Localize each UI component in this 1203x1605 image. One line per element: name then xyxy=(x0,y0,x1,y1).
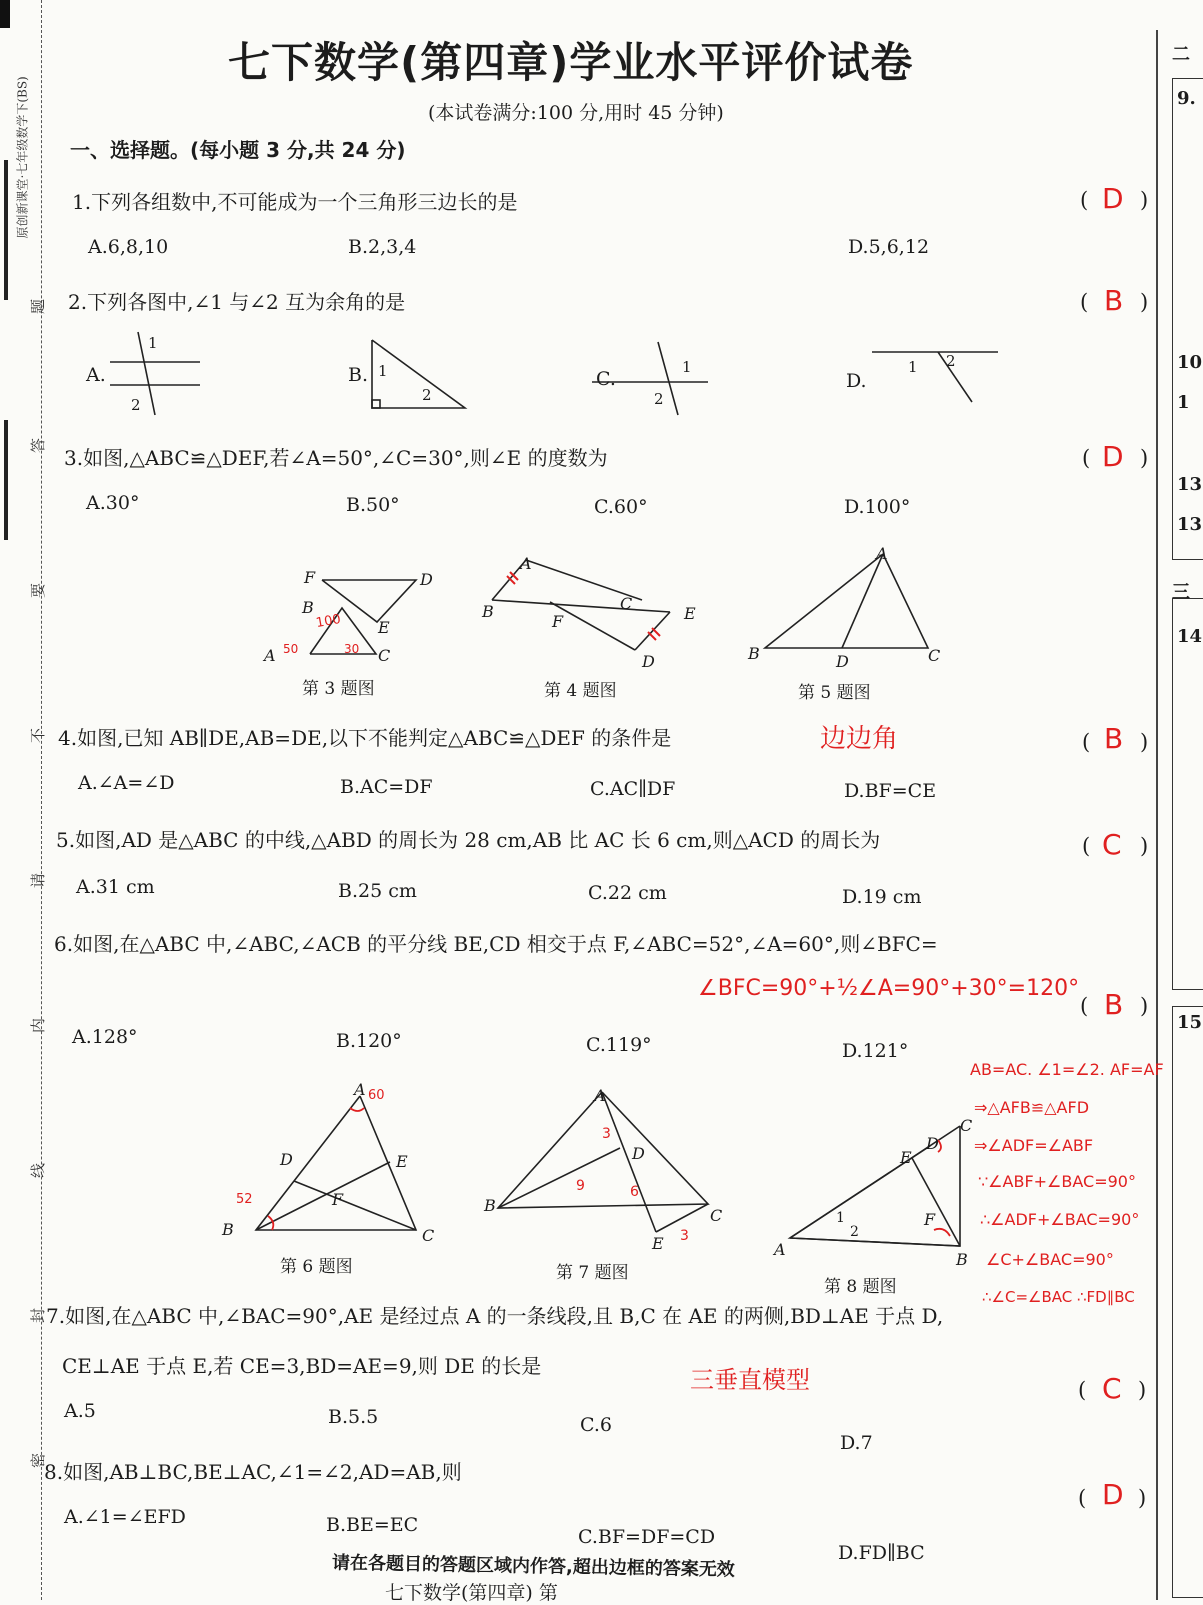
answer-paren: ( xyxy=(1082,834,1091,858)
fig-mark: 9 xyxy=(576,1178,585,1194)
fig-label: C xyxy=(960,1116,973,1135)
question-1-stem: 1.下列各组数中,不可能成为一个三角形三边长的是 xyxy=(72,190,518,214)
figure-caption: 第 3 题图 xyxy=(302,679,375,699)
handwritten-answer: D xyxy=(1102,1478,1124,1511)
fig-label: F xyxy=(304,568,316,587)
answer-paren: ( xyxy=(1080,188,1089,212)
fig-label: B xyxy=(302,598,314,617)
footer-page: 七下数学(第四章) 第 xyxy=(385,1582,558,1604)
question-3-stem: 3.如图,△ABC≌△DEF,若∠A=50°,∠C=30°,则∠E 的度数为 xyxy=(64,446,608,470)
option: D.121° xyxy=(842,1040,909,1062)
right-fragment: 二 xyxy=(1172,44,1190,65)
option: B.50° xyxy=(346,494,400,516)
fig-mark: 3 xyxy=(680,1228,689,1244)
q2-label: 1 xyxy=(682,358,692,376)
answer-paren: ) xyxy=(1140,730,1149,754)
option: A.∠A=∠D xyxy=(78,772,175,794)
q2-label: D. xyxy=(846,370,867,392)
option: D.7 xyxy=(840,1432,873,1454)
book-label: 原创新课堂·七年级数学下(BS) xyxy=(15,76,30,239)
margin-char: 答 xyxy=(29,437,48,454)
fig-mark: 6 xyxy=(630,1184,639,1200)
fig-label: A xyxy=(264,646,276,665)
answer-paren: ( xyxy=(1080,994,1089,1018)
option: B.BE=EC xyxy=(326,1514,419,1536)
fig-label: B xyxy=(484,1196,496,1215)
q2-label: A. xyxy=(86,364,106,386)
right-fragment: 15 xyxy=(1177,1012,1203,1033)
right-fragment: 1 xyxy=(1177,392,1190,413)
figure-caption: 第 8 题图 xyxy=(824,1277,897,1297)
handwritten-note: ⇒∠ADF=∠ABF xyxy=(974,1136,1094,1155)
handwritten-note: ∴∠C=∠BAC ∴FD∥BC xyxy=(982,1288,1135,1306)
option: A.6,8,10 xyxy=(88,236,169,258)
fig-label: C xyxy=(422,1226,435,1245)
option: C.119° xyxy=(586,1034,652,1056)
margin-rule xyxy=(4,160,8,300)
handwritten-answer: C xyxy=(1102,828,1122,861)
answer-box xyxy=(1172,1006,1203,1598)
margin-char: 线 xyxy=(29,1162,48,1179)
q2-label: 1 xyxy=(378,362,388,380)
question-7-stem-2: CE⊥AE 于点 E,若 CE=3,BD=AE=9,则 DE 的长是 xyxy=(62,1354,542,1378)
fig-label: E xyxy=(684,604,696,623)
figure-caption: 第 6 题图 xyxy=(280,1257,353,1277)
option: B.25 cm xyxy=(338,880,417,902)
option: A.30° xyxy=(86,492,140,514)
option: A.5 xyxy=(64,1400,96,1422)
margin-rule xyxy=(4,420,8,540)
cut-line xyxy=(41,0,42,1600)
section-heading: 一、选择题。(每小题 3 分,共 24 分) xyxy=(70,138,406,162)
fig-mark: 60 xyxy=(368,1088,385,1103)
option: D.FD∥BC xyxy=(838,1542,925,1564)
fig-label: B xyxy=(956,1250,968,1269)
handwritten-note: ∠BFC=90°+½∠A=90°+30°=120° xyxy=(698,976,1080,1001)
fig-label: C xyxy=(710,1206,723,1225)
margin-char: 密 xyxy=(29,1452,48,1469)
handwritten-answer: D xyxy=(1102,182,1124,215)
margin-char: 请 xyxy=(29,872,48,889)
answer-paren: ) xyxy=(1140,994,1149,1018)
answer-paren: ) xyxy=(1138,1486,1147,1510)
q2-label: 2 xyxy=(422,386,432,404)
margin-char: 题 xyxy=(29,298,48,315)
fig-label: B xyxy=(222,1220,234,1239)
fig-label: B xyxy=(748,644,760,663)
fig-label: E xyxy=(396,1152,408,1171)
fig-label: A xyxy=(876,544,888,563)
fig-mark: 3 xyxy=(602,1126,611,1142)
q2-label: 1 xyxy=(908,358,918,376)
fig-label: A xyxy=(594,1086,606,1105)
answer-paren: ( xyxy=(1080,290,1089,314)
option: C.22 cm xyxy=(588,882,667,904)
option: C.AC∥DF xyxy=(590,778,676,800)
fig-label: C xyxy=(620,594,633,613)
handwritten-note: ∠C+∠BAC=90° xyxy=(986,1250,1114,1269)
fig-label: D xyxy=(420,570,433,589)
fig-label: E xyxy=(900,1148,912,1167)
right-fragment: 13 xyxy=(1177,474,1203,495)
option: C.BF=DF=CD xyxy=(578,1526,716,1548)
option: D.BF=CE xyxy=(844,780,937,802)
fig-mark: 30 xyxy=(344,642,360,656)
margin-char: 要 xyxy=(29,582,48,599)
answer-paren: ( xyxy=(1078,1378,1087,1402)
fig-label: 1 xyxy=(836,1210,845,1226)
figures-3-4-5 xyxy=(260,550,960,670)
option: B.120° xyxy=(336,1030,402,1052)
margin-char: 不 xyxy=(29,727,48,744)
handwritten-answer: B xyxy=(1104,988,1124,1021)
right-fragment: 三 xyxy=(1172,582,1190,603)
question-7-stem: 7.如图,在△ABC 中,∠BAC=90°,AE 是经过点 A 的一条线段,且 B,C 在 AE 的两侧,BD⊥AE 于点 D, xyxy=(46,1304,944,1328)
option: B.2,3,4 xyxy=(348,236,417,258)
q2-label: 2 xyxy=(946,352,956,370)
answer-paren: ) xyxy=(1140,834,1149,858)
option: D.19 cm xyxy=(842,886,922,908)
handwritten-note: 边边角 xyxy=(820,724,899,754)
fig-label: D xyxy=(280,1150,293,1169)
q2-label: 1 xyxy=(148,334,158,352)
question-4-stem: 4.如图,已知 AB∥DE,AB=DE,以下不能判定△ABC≌△DEF 的条件是 xyxy=(58,726,672,750)
handwritten-answer: B xyxy=(1104,722,1124,755)
option: A.128° xyxy=(72,1026,138,1048)
margin-char: 封 xyxy=(29,1307,48,1324)
figure-caption: 第 5 题图 xyxy=(798,683,871,703)
answer-paren: ( xyxy=(1082,446,1091,470)
figure-caption: 第 4 题图 xyxy=(544,681,617,701)
handwritten-answer: D xyxy=(1102,440,1124,473)
question-8-stem: 8.如图,AB⊥BC,BE⊥AC,∠1=∠2,AD=AB,则 xyxy=(44,1460,462,1484)
question-5-stem: 5.如图,AD 是△ABC 的中线,△ABD 的周长为 28 cm,AB 比 AC 长 6 cm,则△ACD 的周长为 xyxy=(56,828,881,852)
option: C.6 xyxy=(580,1414,612,1436)
fig-label: D xyxy=(632,1144,645,1163)
right-fragment: 14 xyxy=(1177,626,1203,647)
fig-mark: 52 xyxy=(236,1192,253,1207)
fig-label: F xyxy=(552,612,564,631)
option: A.∠1=∠EFD xyxy=(64,1506,186,1528)
fig-label: D xyxy=(836,652,849,671)
q2-label: 2 xyxy=(654,390,664,408)
fig-label: D xyxy=(642,652,655,671)
fig-label: F xyxy=(332,1190,344,1209)
fig-label: A xyxy=(774,1240,786,1259)
option: B.5.5 xyxy=(328,1406,379,1428)
right-fragment: 10 xyxy=(1177,352,1203,373)
handwritten-note: ⇒△AFB≌△AFD xyxy=(974,1098,1090,1117)
corner-mark xyxy=(0,0,10,28)
question-6-stem: 6.如图,在△ABC 中,∠ABC,∠ACB 的平分线 BE,CD 相交于点 F,∠ABC=52°,∠A=60°,则∠BFC= xyxy=(54,932,938,956)
footer-note: 请在各题目的答题区域内作答,超出边框的答案无效 xyxy=(331,1552,735,1581)
handwritten-note: AB=AC. ∠1=∠2. AF=AF xyxy=(970,1060,1164,1079)
option: A.31 cm xyxy=(76,876,155,898)
answer-paren: ) xyxy=(1140,446,1149,470)
handwritten-note: ∵∠ABF+∠BAC=90° xyxy=(978,1172,1136,1191)
fig-label: B xyxy=(482,602,494,621)
right-fragment: 13 xyxy=(1177,514,1203,535)
fig-label: A xyxy=(354,1080,366,1099)
page-title: 七下数学(第四章)学业水平评价试卷 xyxy=(228,38,914,87)
fig-label: D xyxy=(926,1134,939,1153)
option: D.100° xyxy=(844,496,911,518)
answer-box xyxy=(1172,598,1203,990)
answer-paren: ) xyxy=(1140,290,1149,314)
answer-paren: ) xyxy=(1138,1378,1147,1402)
fig-mark: 100 xyxy=(314,611,342,632)
answer-paren: ) xyxy=(1140,188,1149,212)
fig-label: C xyxy=(928,646,941,665)
handwritten-note: 三垂直模型 xyxy=(690,1366,810,1394)
handwritten-answer: C xyxy=(1102,1372,1122,1405)
fig-label: C xyxy=(378,646,391,665)
q2-label: B. xyxy=(348,364,369,386)
option: D.5,6,12 xyxy=(848,236,930,258)
fig-label: E xyxy=(652,1234,664,1253)
fig-label: 2 xyxy=(850,1224,859,1240)
question-2-stem: 2.下列各图中,∠1 与∠2 互为余角的是 xyxy=(68,290,406,314)
option: C.60° xyxy=(594,496,648,518)
fig-label: E xyxy=(378,618,390,637)
binding-margin xyxy=(0,0,50,1600)
answer-paren: ( xyxy=(1078,1486,1087,1510)
page-subtitle: (本试卷满分:100 分,用时 45 分钟) xyxy=(428,102,724,124)
handwritten-answer: B xyxy=(1104,284,1124,317)
right-fragment: 9. xyxy=(1177,88,1196,109)
margin-char: 内 xyxy=(29,1017,48,1034)
fig-label: F xyxy=(924,1210,936,1229)
option: B.AC=DF xyxy=(340,776,433,798)
fig-mark: 50 xyxy=(283,642,299,656)
q2-label: C. xyxy=(596,368,616,390)
column-rule xyxy=(1156,30,1158,1600)
answer-paren: ( xyxy=(1082,730,1091,754)
q2-label: 2 xyxy=(131,396,141,414)
fig-label: A xyxy=(520,554,532,573)
handwritten-note: ∴∠ADF+∠BAC=90° xyxy=(980,1210,1140,1229)
figures-6-7-8 xyxy=(230,1080,973,1270)
figure-caption: 第 7 题图 xyxy=(556,1263,629,1283)
